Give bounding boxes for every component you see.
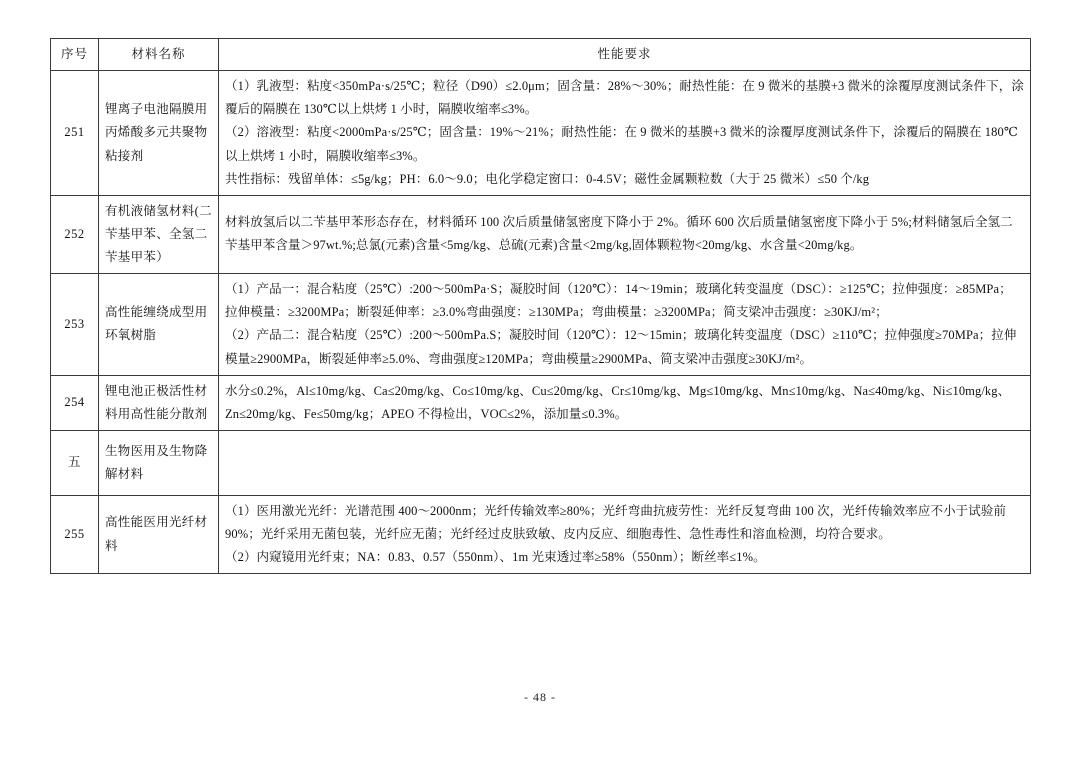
row-requirements [219,495,1031,573]
requirement-line: 水分≤0.2%，Al≤10mg/kg、Ca≤20mg/kg、Co≤10mg/kg、Cu≤20mg/kg、Cr≤10mg/kg、Mg≤10mg/kg、Mn≤10mg/kg、Na≤40mg/kg、Ni≤10mg/kg、Zn≤20mg/kg、Fe≤50mg/kg；APEO 不得检出，VOC≤2%，添加量≤0.3%。 [225,383,1011,421]
table-row [51,375,1031,430]
row-material-name: 锂电池正极活性材料用高性能分散剂 [99,375,219,430]
requirement-line: 材料放氢后以二苄基甲苯形态存在，材料循环 100 次后质量储氢密度下降小于 2%。循环 600 次后质量储氢密度下降小于 5%;材料储氢后全氢二苄基甲苯含量＞97wt.%;总氯(元素)含量<5mg/kg、总硫(元素)含量<2mg/kg,固体颗粒物<20mg/kg、水含量<20mg/kg。 [225,215,1013,253]
row-no: 253 [51,274,99,376]
requirement-line: （2）内窥镜用光纤束；NA：0.83、0.57（550nm）、1m 光束透过率≥58%（550nm）；断丝率≤1%。 [225,550,766,565]
row-material-name: 高性能医用光纤材料 [99,495,219,573]
row-requirements [219,375,1031,430]
spec-table-wrapper [50,38,1030,574]
row-no: 255 [51,495,99,573]
row-requirements [219,71,1031,196]
column-header-performance-requirements: 性能要求 [219,39,1031,71]
requirement-line: （2）溶液型：粘度<2000mPa·s/25℃；固含量：19%～21%；耐热性能：在 9 微米的基膜+3 微米的涂覆厚度测试条件下，涂覆后的隔膜在 180℃以上烘烤 1 小时，隔膜收缩率≤3%。 [225,125,1018,163]
requirement-line: （1）医用激光光纤：光谱范围 400～2000nm；光纤传输效率≥80%；光纤弯曲抗疲劳性：光纤反复弯曲 100 次，光纤传输效率应不小于试验前 90%；光纤采用无菌包装，光纤应无菌；光纤经过皮肤致敏、皮内反应、细胞毒性、急性毒性和溶血检测，均符合要求。 [225,503,1007,541]
column-header-no: 序号 [51,39,99,71]
row-no: 254 [51,375,99,430]
material-spec-table [50,38,1031,574]
table-header [51,39,1031,71]
table-header-row [51,39,1031,71]
row-requirements [219,430,1031,495]
row-requirements [219,195,1031,273]
row-material-name: 生物医用及生物降解材料 [99,430,219,495]
requirement-line: （1）产品一：混合粘度（25℃）:200～500mPa·S；凝胶时间（120℃）：14～19min；玻璃化转变温度（DSC）：≥125℃；拉伸强度：≥85MPa；拉伸模量：≥3200MPa；断裂延伸率：≥3.0%弯曲强度：≥130MPa；弯曲模量：≥3200MPa；简支梁冲击强度：≥30KJ/m²； [225,282,1012,320]
column-header-material-name: 材料名称 [99,39,219,71]
row-no: 251 [51,71,99,196]
table-row [51,195,1031,273]
row-material-name: 有机液储氢材料(二苄基甲苯、全氢二苄基甲苯） [99,195,219,273]
table-row-section [51,430,1031,495]
page-number: - 48 - [524,690,556,704]
row-material-name: 高性能缠绕成型用环氧树脂 [99,274,219,376]
table-row [51,495,1031,573]
row-material-name: 锂离子电池隔膜用丙烯酸多元共聚物粘接剂 [99,71,219,196]
row-requirements [219,274,1031,376]
table-row [51,274,1031,376]
row-no: 252 [51,195,99,273]
requirement-line: 共性指标：残留单体：≤5g/kg；PH：6.0～9.0；电化学稳定窗口：0-4.5V；磁性金属颗粒数（大于 25 微米）≤50 个/kg [225,171,870,186]
table-body [51,71,1031,574]
row-no: 五 [51,430,99,495]
requirement-line: （2）产品二：混合粘度（25℃）:200～500mPa.S；凝胶时间（120℃）：12～15min；玻璃化转变温度（DSC）≥110℃；拉伸强度≥70MPa；拉伸模量≥2900MPa，断裂延伸率≥5.0%、弯曲强度≥120MPa；弯曲模量≥2900MPa、简支梁冲击强度≥30KJ/m²。 [225,328,1017,366]
table-row [51,71,1031,196]
requirement-line: （1）乳液型：粘度<350mPa·s/25℃；粒径（D90）≤2.0μm；固含量：28%～30%；耐热性能：在 9 微米的基膜+3 微米的涂覆厚度测试条件下，涂覆后的隔膜在 130℃以上烘烤 1 小时，隔膜收缩率≤3%。 [225,79,1024,117]
